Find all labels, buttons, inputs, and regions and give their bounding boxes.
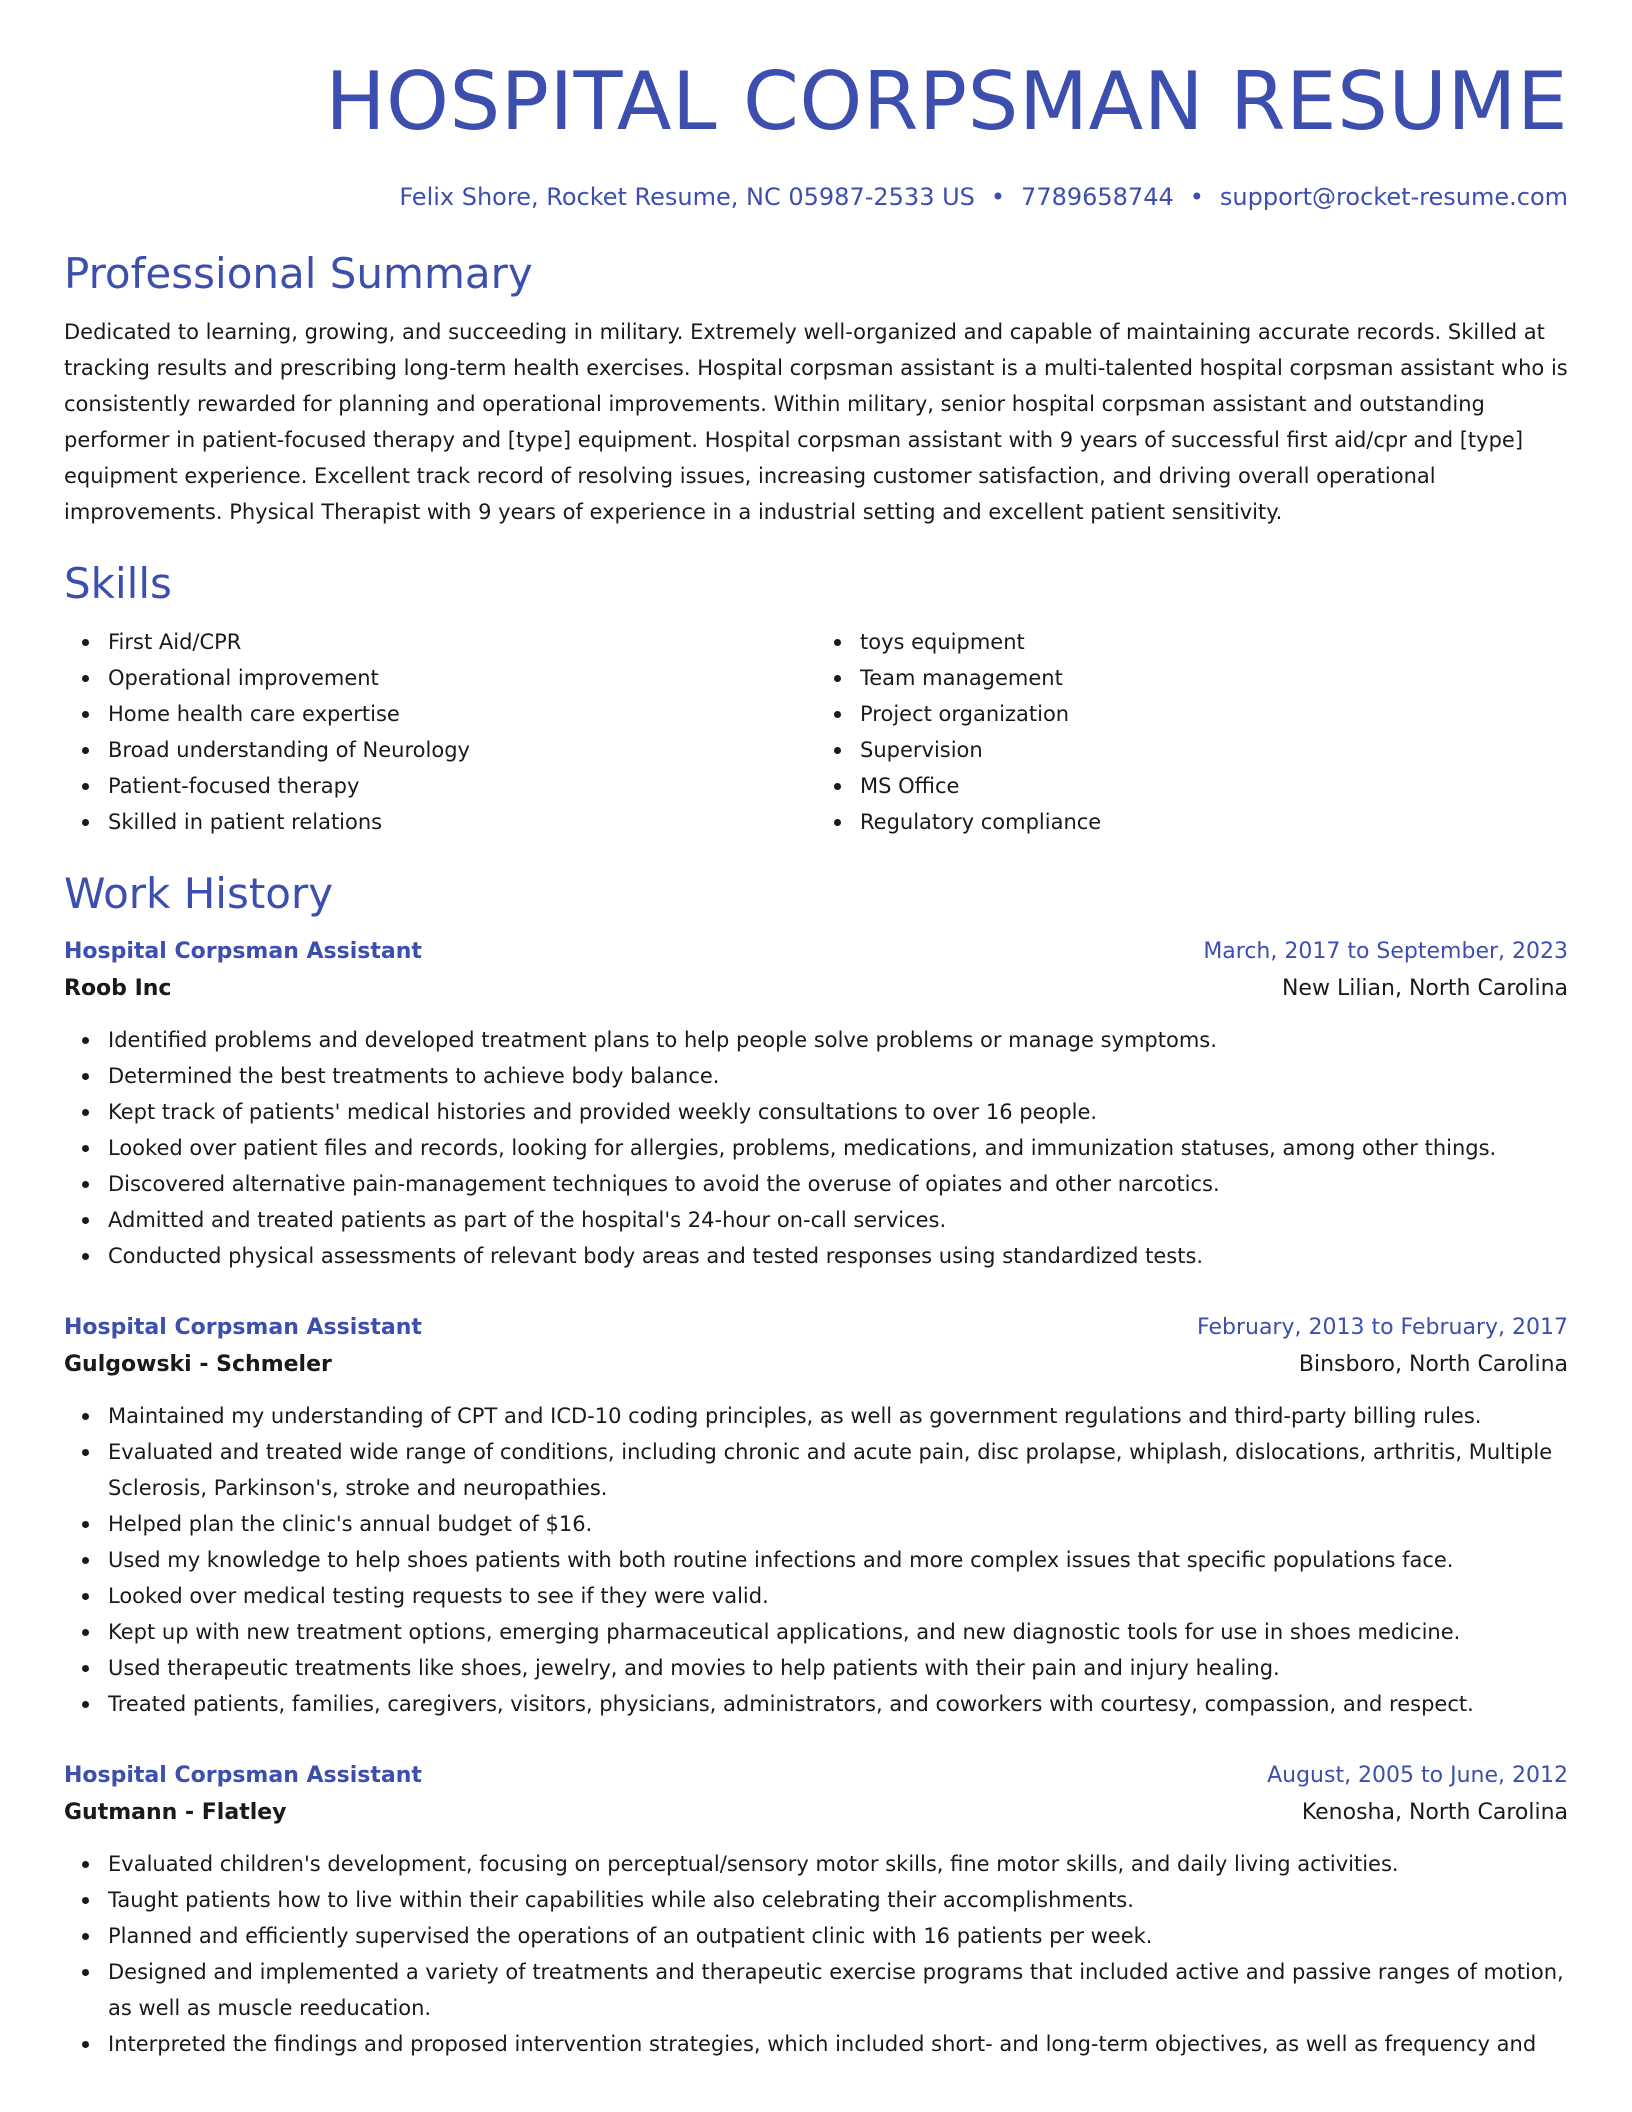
job-company: Roob Inc: [64, 976, 172, 1001]
skill-item: Skilled in patient relations: [108, 804, 816, 840]
skill-item: Team management: [860, 660, 1568, 696]
skill-item: Supervision: [860, 732, 1568, 768]
job-duty-item: Used therapeutic treatments like shoes, jewelry, and movies to help patients with their pain and injury healing.: [108, 1650, 1568, 1686]
job-entry: [64, 1758, 1568, 2062]
job-title: Hospital Corpsman Assistant: [64, 1315, 422, 1340]
skill-item: Project organization: [860, 696, 1568, 732]
job-duty-item: Discovered alternative pain-management techniques to avoid the overuse of opiates and other narcotics.: [108, 1166, 1568, 1202]
job-company: Gulgowski - Schmeler: [64, 1352, 332, 1377]
job-duty-item: Treated patients, families, caregivers, visitors, physicians, administrators, and coworkers with courtesy, compassion, and respect.: [108, 1686, 1568, 1722]
job-duty-item: Planned and efficiently supervised the operations of an outpatient clinic with 16 patients per week.: [108, 1918, 1568, 1954]
job-company-row: [64, 1346, 1568, 1384]
contact-separator: •: [990, 183, 1006, 211]
job-entry: [64, 1310, 1568, 1722]
skill-item: First Aid/CPR: [108, 624, 816, 660]
resume-title: HOSPITAL CORPSMAN RESUME: [325, 55, 1568, 148]
skills-section: [64, 558, 1568, 840]
job-dates: February, 2013 to February, 2017: [1197, 1315, 1568, 1340]
job-title-row: [64, 1310, 1568, 1346]
section-heading: Work History: [64, 869, 334, 918]
skill-item: Regulatory compliance: [860, 804, 1568, 840]
job-duty-item: Interpreted the findings and proposed intervention strategies, which included short- and long-term objectives, as well as frequency and: [108, 2026, 1568, 2062]
job-location: New Lilian, North Carolina: [1281, 976, 1568, 1001]
job-location: Binsboro, North Carolina: [1298, 1352, 1568, 1377]
job-duty-item: Maintained my understanding of CPT and ICD-10 coding principles, as well as government regulations and third-party billing rules.: [108, 1398, 1568, 1434]
job-location: Kenosha, North Carolina: [1301, 1800, 1568, 1825]
contact-address: Felix Shore, Rocket Resume, NC 05987-2533 US: [399, 183, 975, 211]
job-duty-item: Looked over patient files and records, looking for allergies, problems, medications, and immunization statuses, among other things.: [108, 1130, 1568, 1166]
job-duties-list: [64, 1022, 1568, 1274]
job-duty-item: Evaluated children's development, focusing on perceptual/sensory motor skills, fine motor skills, and daily living activities.: [108, 1846, 1568, 1882]
job-title-row: [64, 1758, 1568, 1794]
summary-text: Dedicated to learning, growing, and succeeding in military. Extremely well-organized and capable of maintaining accurate records. Skilled at tracking results and prescribing long-term health exercises. Hospital corpsman assistant is a multi-talented hospital corpsman assistant who is consistently rewarded for planning and operational improvements. Within military, senior hospital corpsman assistant and outstanding performer in patient-focused therapy and [type] equipment. Hospital corpsman assistant with 9 years of successful first aid/cpr and [type] equipment experience. Excellent track record of resolving issues, increasing customer satisfaction, and driving overall operational improvements. Physical Therapist with 9 years of experience in a industrial setting and excellent patient sensitivity.: [64, 320, 1568, 524]
contact-email: support@rocket-resume.com: [1219, 183, 1568, 211]
job-company: Gutmann - Flatley: [64, 1800, 287, 1825]
job-dates: March, 2017 to September, 2023: [1203, 939, 1568, 964]
contact-line: [64, 182, 1568, 212]
professional-summary-section: [64, 248, 1568, 530]
job-title: Hospital Corpsman Assistant: [64, 939, 422, 964]
job-duty-item: Kept up with new treatment options, emerging pharmaceutical applications, and new diagnostic tools for use in shoes medicine.: [108, 1614, 1568, 1650]
section-heading: Skills: [64, 559, 172, 608]
skill-item: Broad understanding of Neurology: [108, 732, 816, 768]
skill-item: Operational improvement: [108, 660, 816, 696]
skills-column-right: [816, 624, 1568, 840]
skills-column-left: [64, 624, 816, 840]
work-history-section: [64, 868, 1568, 2062]
contact-separator: •: [1189, 183, 1204, 211]
job-title: Hospital Corpsman Assistant: [64, 1763, 422, 1788]
job-duties-list: [64, 1398, 1568, 1722]
job-dates: August, 2005 to June, 2012: [1267, 1763, 1568, 1788]
skills-grid: [64, 624, 1568, 840]
section-heading: Professional Summary: [64, 249, 533, 298]
skill-item: toys equipment: [860, 624, 1568, 660]
job-duty-item: Conducted physical assessments of relevant body areas and tested responses using standardized tests.: [108, 1238, 1568, 1274]
job-duty-item: Evaluated and treated wide range of conditions, including chronic and acute pain, disc prolapse, whiplash, dislocations, arthritis, Multiple Sclerosis, Parkinson's, stroke and neuropathies.: [108, 1434, 1568, 1506]
skill-item: Patient-focused therapy: [108, 768, 816, 804]
job-duties-list: [64, 1846, 1568, 2062]
job-entry: [64, 934, 1568, 1274]
skill-item: MS Office: [860, 768, 1568, 804]
job-duty-item: Looked over medical testing requests to see if they were valid.: [108, 1578, 1568, 1614]
resume-header: [64, 0, 1568, 212]
job-duty-item: Designed and implemented a variety of treatments and therapeutic exercise programs that included active and passive ranges of motion, as well as muscle reeducation.: [108, 1954, 1568, 2026]
job-company-row: [64, 970, 1568, 1008]
job-company-row: [64, 1794, 1568, 1832]
job-duty-item: Kept track of patients' medical histories and provided weekly consultations to over 16 people.: [108, 1094, 1568, 1130]
job-duty-item: Admitted and treated patients as part of the hospital's 24-hour on-call services.: [108, 1202, 1568, 1238]
job-duty-item: Helped plan the clinic's annual budget of $16.: [108, 1506, 1568, 1542]
skill-item: Home health care expertise: [108, 696, 816, 732]
job-duty-item: Determined the best treatments to achieve body balance.: [108, 1058, 1568, 1094]
job-duty-item: Taught patients how to live within their capabilities while also celebrating their accomplishments.: [108, 1882, 1568, 1918]
job-title-row: [64, 934, 1568, 970]
job-duty-item: Identified problems and developed treatment plans to help people solve problems or manage symptoms.: [108, 1022, 1568, 1058]
contact-phone: 7789658744: [1021, 183, 1174, 211]
job-duty-item: Used my knowledge to help shoes patients with both routine infections and more complex issues that specific populations face.: [108, 1542, 1568, 1578]
